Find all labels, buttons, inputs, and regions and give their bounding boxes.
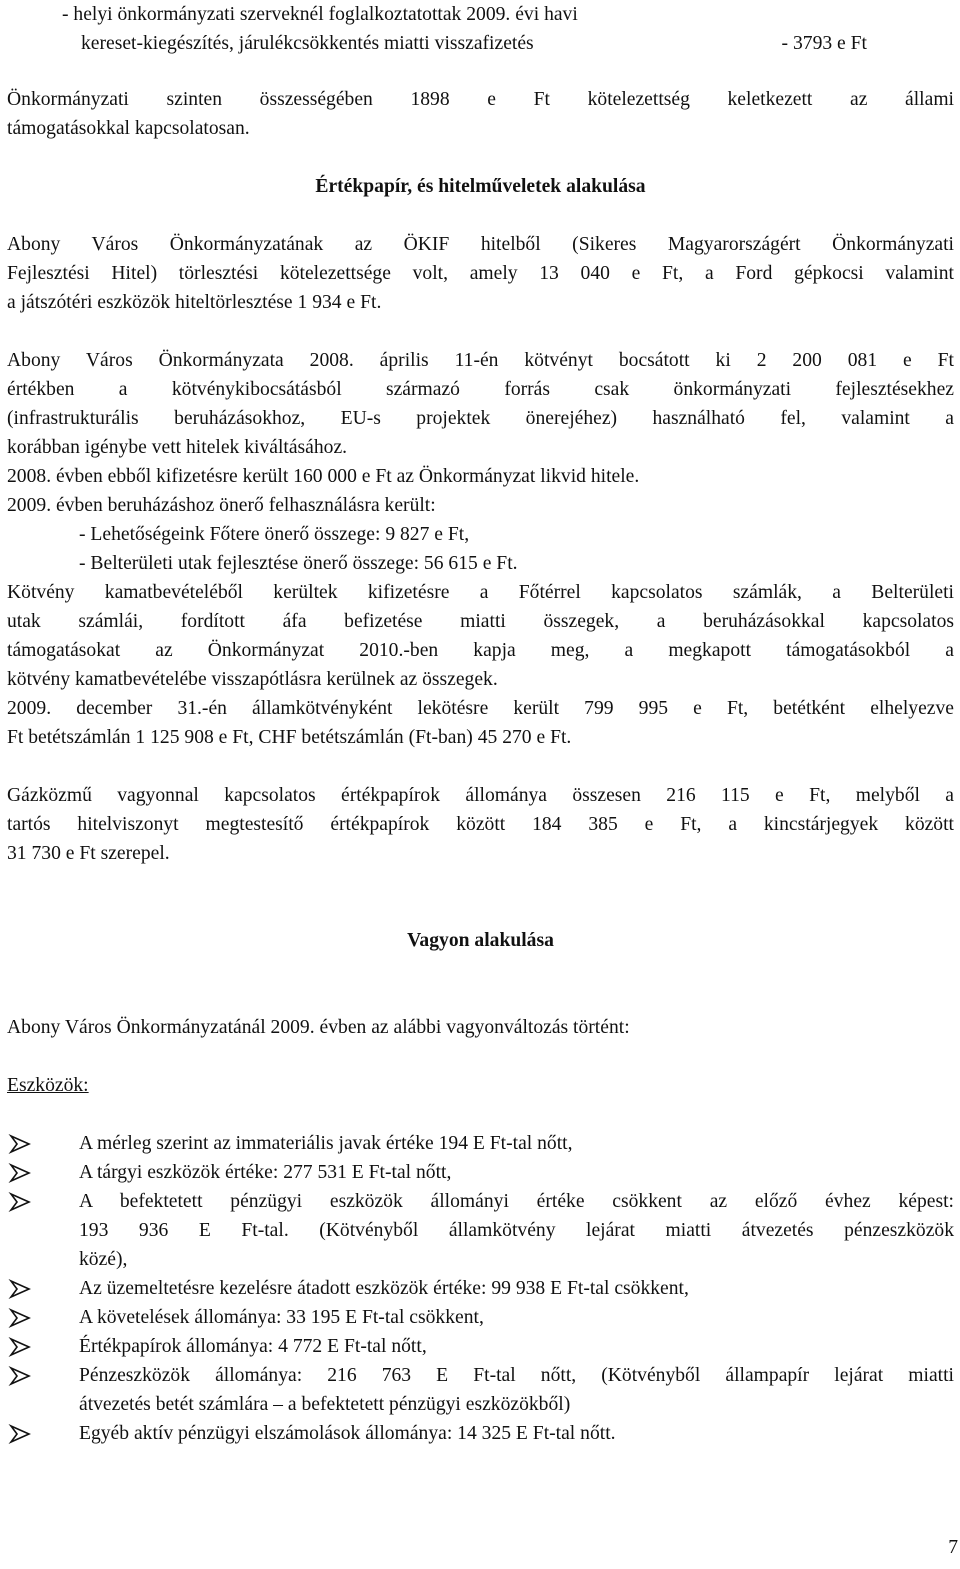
intro-line-1: - helyi önkormányzati szerveknél foglalkoztatottak 2009. évi havi	[62, 4, 578, 25]
dash-list-item: - Belterületi utak fejlesztése önerő összege: 56 615 e Ft.	[79, 553, 518, 574]
arrowhead-bullet-icon	[7, 1303, 33, 1332]
bullet-text: Pénzeszközök állománya: 216 763 E Ft-tal nőtt, (Kötvényből állampapír lejárat miatti	[79, 1365, 954, 1386]
paragraph-line: 2008. évben ebből kifizetésre került 160 000 e Ft az Önkormányzat likvid hitele.	[7, 466, 640, 487]
bullet-text: Értékpapírok állománya: 4 772 E Ft-tal nőtt,	[79, 1336, 427, 1357]
arrowhead-bullet-icon	[7, 1187, 33, 1216]
assets-intro: Abony Város Önkormányzatánál 2009. évben az alábbi vagyonváltozás történt:	[7, 1017, 630, 1038]
page-number: 7	[948, 1537, 958, 1558]
paragraph-line: kötvény kamatbevételébe visszapótlásra kerülnek az összegek.	[7, 669, 498, 690]
intro-line-2-text: kereset-kiegészítés, járulékcsökkentés miatti visszafizetés	[81, 33, 534, 54]
bullet-text: A befektetett pénzügyi eszközök állományi értéke csökkent az előző évhez képest:	[79, 1191, 954, 1212]
paragraph-line: a játszótéri eszközök hiteltörlesztése 1 934 e Ft.	[7, 292, 382, 313]
paragraph-line: utak számlái, fordított áfa befizetése miatti összegek, a beruházásokkal kapcsolatos	[7, 611, 954, 632]
paragraph-line: Abony Város Önkormányzatának az ÖKIF hitelből (Sikeres Magyarországért Önkormányzati	[7, 234, 954, 255]
bullet-text: Az üzemeltetésre kezelésre átadott eszközök értéke: 99 938 E Ft-tal csökkent,	[79, 1278, 689, 1299]
bullet-continuation: 193 936 E Ft-tal. (Kötvényből államkötvény lejárat miatti átvezetés pénzeszközök	[79, 1220, 954, 1241]
paragraph-line: Gázközmű vagyonnal kapcsolatos értékpapírok állománya összesen 216 115 e Ft, melyből a	[7, 785, 954, 806]
arrowhead-bullet-icon	[7, 1332, 33, 1361]
paragraph-line: 2009. december 31.-én államkötvényként lekötésre került 799 995 e Ft, betétként elhelyezve	[7, 698, 954, 719]
intro-line-2-amount: - 3793 e Ft	[781, 33, 867, 54]
assets-subheading: Eszközök:	[7, 1075, 89, 1096]
arrowhead-bullet-icon	[7, 1158, 33, 1187]
dash-list-item: - Lehetőségeink Főtere önerő összege: 9 827 e Ft,	[79, 524, 470, 545]
paragraph-line: értékben a kötvénykibocsátásból származó forrás csak önkormányzati fejlesztésekhez	[7, 379, 954, 400]
paragraph-line: Fejlesztési Hitel) törlesztési kötelezettsége volt, amely 13 040 e Ft, a Ford gépkocsi valamint	[7, 263, 954, 284]
section-heading-securities: Értékpapír, és hitelműveletek alakulása	[315, 176, 646, 197]
bullet-text: A mérleg szerint az immateriális javak értéke 194 E Ft-tal nőtt,	[79, 1133, 573, 1154]
paragraph-line: (infrastrukturális beruházásokhoz, EU-s projektek önerejéhez) használható fel, valamint a	[7, 408, 954, 429]
paragraph-line: Kötvény kamatbevételéből kerültek kifizetésre a Főtérrel kapcsolatos számlák, a Belterületi	[7, 582, 954, 603]
bullet-text: Egyéb aktív pénzügyi elszámolások állománya: 14 325 E Ft-tal nőtt.	[79, 1423, 616, 1444]
bullet-continuation: átvezetés betét számlára – a befektetett pénzügyi eszközökből)	[79, 1394, 571, 1415]
paragraph-line: 31 730 e Ft szerepel.	[7, 843, 170, 864]
paragraph-line: 2009. évben beruházáshoz önerő felhasználásra került:	[7, 495, 436, 516]
paragraph-line: tartós hitelviszonyt megtestesítő értékpapírok között 184 385 e Ft, a kincstárjegyek között	[7, 814, 954, 835]
bullet-text: A tárgyi eszközök értéke: 277 531 E Ft-tal nőtt,	[79, 1162, 452, 1183]
paragraph-line: Ft betétszámlán 1 125 908 e Ft, CHF betétszámlán (Ft-ban) 45 270 e Ft.	[7, 727, 572, 748]
summary-line-2: támogatásokkal kapcsolatosan.	[7, 118, 250, 139]
arrowhead-bullet-icon	[7, 1274, 33, 1303]
summary-line-1: Önkormányzati szinten összességében 1898 e Ft kötelezettség keletkezett az állami	[7, 89, 954, 110]
arrowhead-bullet-icon	[7, 1361, 33, 1390]
arrowhead-bullet-icon	[7, 1419, 33, 1448]
bullet-text: A követelések állománya: 33 195 E Ft-tal csökkent,	[79, 1307, 484, 1328]
paragraph-line: Abony Város Önkormányzata 2008. április 11-én kötvényt bocsátott ki 2 200 081 e Ft	[7, 350, 954, 371]
section-heading-assets: Vagyon alakulása	[407, 930, 554, 951]
arrowhead-bullet-icon	[7, 1129, 33, 1158]
paragraph-line: korábban igénybe vett hitelek kiváltásához.	[7, 437, 348, 458]
document-page	[7, 0, 954, 1569]
bullet-continuation: közé),	[79, 1249, 128, 1270]
intro-line-2	[81, 29, 960, 58]
paragraph-line: támogatásokat az Önkormányzat 2010.-ben kapja meg, a megkapott támogatásokból a	[7, 640, 954, 661]
